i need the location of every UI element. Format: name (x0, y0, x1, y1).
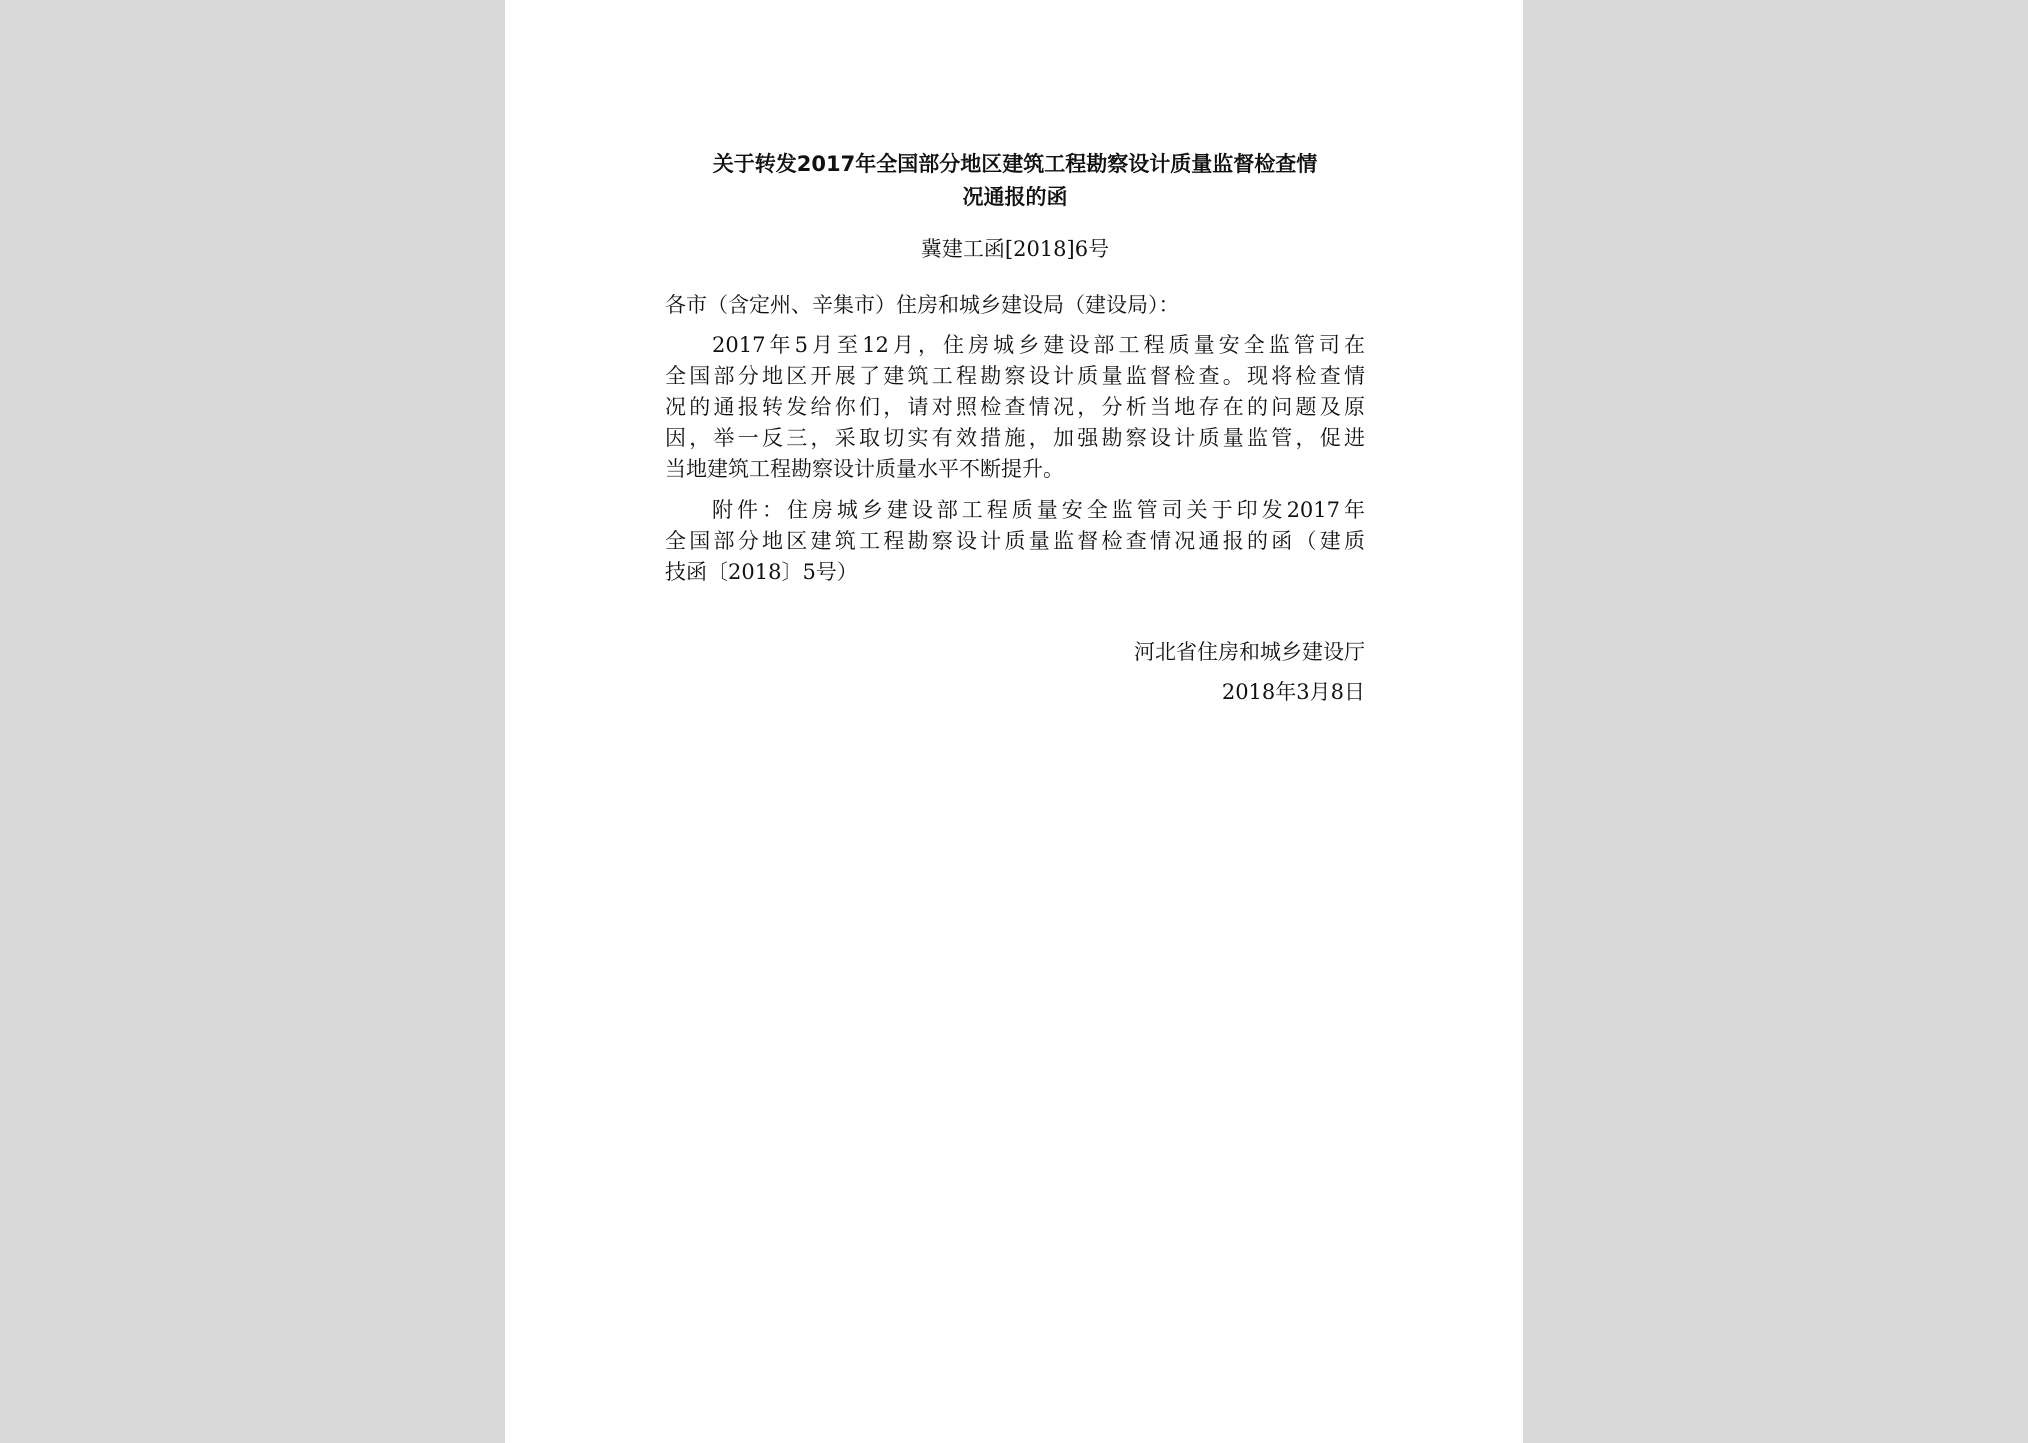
document-title-line-1: 关于转发2017年全国部分地区建筑工程勘察设计质量监督检查情 (712, 152, 1318, 176)
body-line: 当地建筑工程勘察设计质量水平不断提升。 (665, 457, 1064, 481)
body-line: 因，举一反三，采取切实有效措施，加强勘察设计质量监管，促进 (665, 426, 1365, 450)
body-line: 全国部分地区开展了建筑工程勘察设计质量监督检查。现将检查情 (665, 364, 1365, 388)
attachment-line: 全国部分地区建筑工程勘察设计质量监督检查情况通报的函（建质 (665, 529, 1365, 553)
addressee: 各市（含定州、辛集市）住房和城乡建设局（建设局）： (665, 293, 1180, 317)
document-page (505, 0, 1523, 1443)
attachment-line: 技函〔2018〕5号） (665, 560, 858, 584)
issuer: 河北省住房和城乡建设厅 (1134, 640, 1365, 664)
attachment-line: 附件：住房城乡建设部工程质量安全监管司关于印发2017年 (712, 498, 1365, 522)
document-title-line-2: 况通报的函 (962, 185, 1068, 209)
body-line: 况的通报转发给你们，请对照检查情况，分析当地存在的问题及原 (665, 395, 1365, 419)
issue-date: 2018年3月8日 (1221, 680, 1365, 704)
body-line: 2017年5月至12月，住房城乡建设部工程质量安全监管司在 (712, 333, 1365, 357)
document-number: 冀建工函[2018]6号 (920, 237, 1110, 261)
